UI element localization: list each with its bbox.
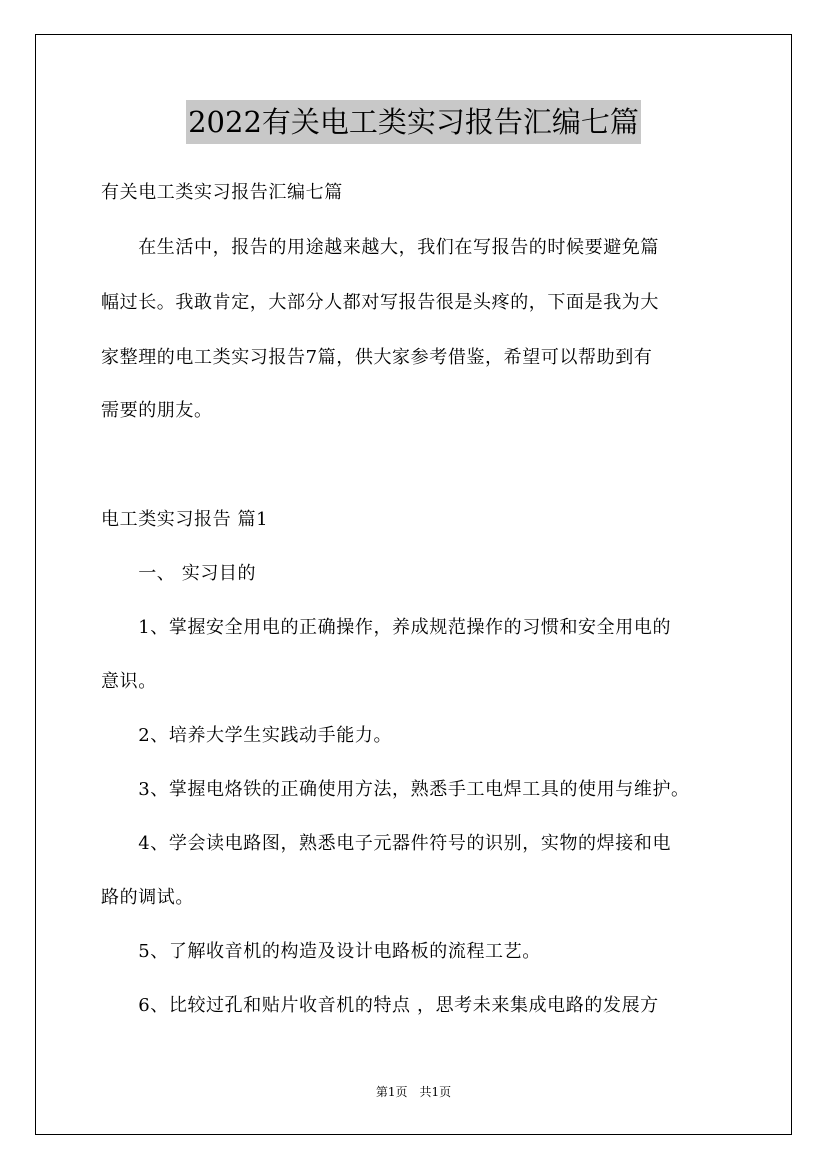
intro-line-1: 在生活中，报告的用途越来越大，我们在写报告的时候要避免篇 bbox=[101, 237, 659, 258]
section-heading: 电工类实习报告 篇1 bbox=[101, 509, 269, 530]
section-line-2: 1、掌握安全用电的正确操作，养成规范操作的习惯和安全用电的 bbox=[101, 617, 672, 638]
title-wrap bbox=[0, 100, 827, 144]
section-line-7: 路的调试。 bbox=[101, 887, 194, 908]
document-title: 2022有关电工类实习报告汇编七篇 bbox=[186, 100, 641, 144]
page-footer: 第1页 共1页 bbox=[375, 1085, 452, 1099]
section-line-3: 意识。 bbox=[101, 671, 157, 692]
section-line-1: 一、 实习目的 bbox=[101, 563, 257, 584]
section-line-9: 6、比较过孔和贴片收音机的特点 ，思考未来集成电路的发展方 bbox=[101, 995, 659, 1016]
intro-line-4: 需要的朋友。 bbox=[101, 400, 213, 421]
intro-line-2: 幅过长。我敢肯定，大部分人都对写报告很是头疼的，下面是我为大 bbox=[101, 292, 659, 313]
section-line-4: 2、培养大学生实践动手能力。 bbox=[101, 725, 393, 746]
document-subtitle: 有关电工类实习报告汇编七篇 bbox=[101, 182, 343, 203]
section-line-6: 4、学会读电路图，熟悉电子元器件符号的识别，实物的焊接和电 bbox=[101, 833, 672, 854]
intro-line-3: 家整理的电工类实习报告7篇，供大家参考借鉴，希望可以帮助到有 bbox=[101, 347, 653, 368]
section-line-8: 5、了解收音机的构造及设计电路板的流程工艺。 bbox=[101, 941, 541, 962]
section-line-5: 3、掌握电烙铁的正确使用方法，熟悉手工电焊工具的使用与维护。 bbox=[101, 779, 690, 800]
